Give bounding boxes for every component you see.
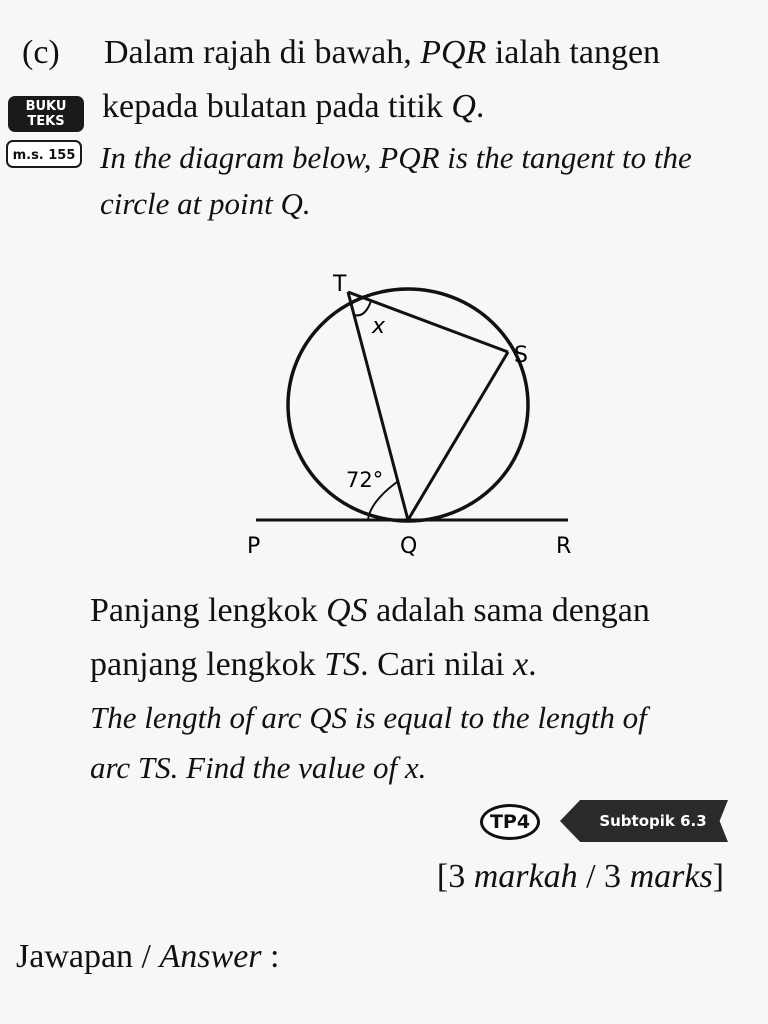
marks-text-ms: markah [473,858,578,895]
problem-ms-line-2 [90,646,537,684]
textbook-badge-line1: BUKU [25,99,67,114]
problem-ms-text: adalah sama dengan [367,592,650,629]
subtopik-label: Subtopik 6.3 [599,812,707,830]
marks-text: ] [712,858,724,895]
label-p: P [247,534,261,559]
question-ms-text: kepada bulatan pada titik [102,88,452,125]
question-ms-line-2 [102,88,484,126]
marks-text: / 3 [577,858,630,895]
label-x: x [372,314,386,339]
chord-sq [408,352,508,520]
subtopik-tag [560,800,728,842]
question-ms-text: . [475,88,485,125]
problem-ms-text: . Cari nilai [360,646,514,683]
tp-level-badge: TP4 [480,804,540,840]
arc-name: QS [326,592,368,629]
textbook-badge [8,96,84,132]
question-ms-text: ialah tangen [486,34,661,71]
variable-name: x [513,646,529,683]
label-r: R [556,534,572,559]
problem-ms-text: Panjang lengkok [90,592,327,629]
marks-label [437,858,724,896]
problem-ms-line-1 [90,592,650,630]
tangent-name: PQR [420,34,487,71]
question-ms-line-1 [104,34,660,72]
label-q: Q [400,534,418,559]
question-en-line-1: In the diagram below, PQR is the tangent to the [100,140,692,175]
page-reference-badge: m.s. 155 [6,140,82,168]
problem-ms-text: . [528,646,537,683]
circle-tangent-diagram [230,262,590,572]
angle-x-arc [354,301,371,315]
marks-text-en: marks [629,858,713,895]
point-name: Q [451,88,476,125]
marks-text: [3 [436,858,474,895]
problem-en-line-1: The length of arc QS is equal to the length of [90,700,647,735]
label-t: T [333,272,347,297]
answer-text: : [261,938,280,975]
answer-text: Jawapan / [16,938,160,975]
problem-ms-text: panjang lengkok [90,646,325,683]
answer-label [16,938,279,976]
textbook-badge-line2: TEKS [27,114,65,129]
circle [288,289,528,521]
question-en-line-2: circle at point Q. [100,186,311,221]
question-ms-text: Dalam rajah di bawah, [104,34,421,71]
problem-en-line-2: arc TS. Find the value of x. [90,750,427,785]
answer-text-en: Answer [159,938,262,975]
arc-name: TS [324,646,361,683]
label-s: S [514,343,528,368]
label-72-degrees: 72° [346,468,384,492]
question-label: (c) [22,34,60,71]
